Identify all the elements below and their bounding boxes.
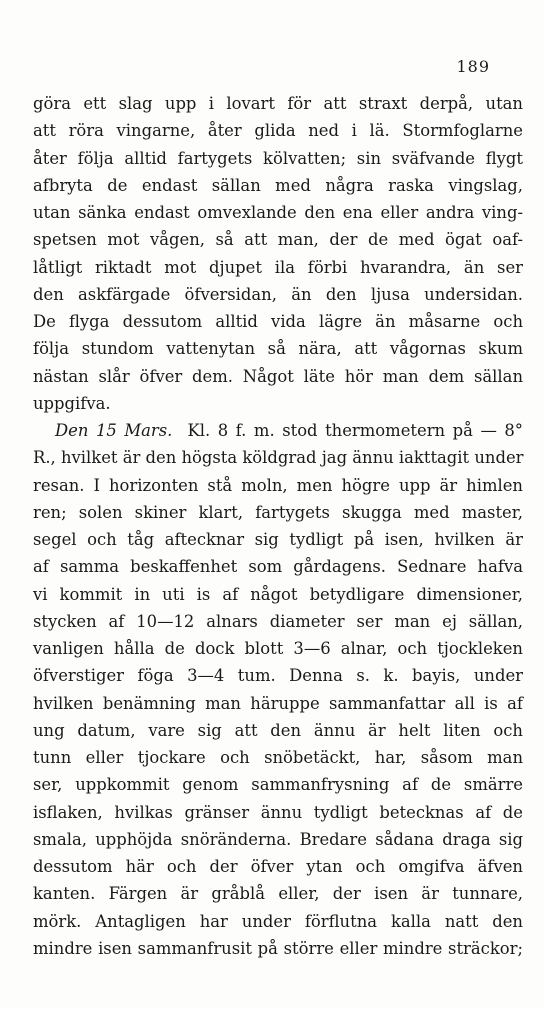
text-line: göra ett slag upp i lovart för att straxt derpå, utan	[33, 94, 523, 113]
text-line: hvilken benämning man häruppe sammanfattar all is af	[33, 693, 523, 713]
text-line: ser, uppkommit genom sammanfrysning af de smärre	[33, 775, 523, 795]
text-line: afbryta de endast sällan med några raska vingslag,	[33, 175, 523, 195]
text-line: den askfärgade öfversidan, än den ljusa undersidan.	[33, 284, 523, 304]
text-line: af samma beskaffenhet som gårdagens. Sednare hafva	[33, 557, 523, 577]
text-line: dessutom här och der öfver ytan och omgifva äfven	[33, 857, 523, 876]
text-line: mörk. Antagligen har under förflutna kalla natt den	[33, 911, 523, 931]
text-line-dated	[33, 417, 523, 444]
text-line: stycken af 10—12 alnars diameter ser man ej sällan,	[33, 611, 523, 631]
text-line: åter följa alltid fartygets kölvatten; sin sväfvande flygt	[33, 148, 523, 168]
date-heading: Den 15 Mars.	[55, 421, 173, 440]
text-line: smala, upphöjda snöränderna. Bredare sådana draga sig	[33, 829, 523, 849]
text-line: ung datum, vare sig att den ännu är helt liten och	[33, 720, 523, 740]
text-line: isflaken, hvilkas gränser ännu tydligt betecknas af de	[33, 802, 523, 822]
text-line: ren; solen skiner klart, fartygets skugga med master,	[33, 502, 523, 522]
text-line-content: Kl. 8 f. m. stod thermometern på — 8°	[187, 421, 524, 440]
text-line: resan. I horizonten stå moln, men högre upp är himlen	[33, 475, 523, 495]
text-line: De flyga dessutom alltid vida lägre än måsarne och	[33, 312, 523, 331]
text-line: vanligen hålla de dock blott 3—6 alnar, och tjockleken	[33, 639, 523, 658]
text-line: uppgifva.	[33, 393, 111, 413]
text-line: vi kommit in uti is af något betydligare dimensioner,	[33, 584, 523, 604]
text-line: öfverstiger föga 3—4 tum. Denna s. k. bayis, under	[33, 666, 523, 686]
text-line: att röra vingarne, åter glida ned i lä. Stormfoglarne	[33, 121, 523, 141]
text-line: tunn eller tjockare och snöbetäckt, har, såsom man	[33, 748, 523, 767]
page-number: 189	[456, 57, 490, 76]
text-line: nästan slår öfver dem. Något läte hör man dem sällan	[33, 366, 523, 386]
text-line: spetsen mot vågen, så att man, der de med ögat oaf-	[33, 230, 523, 250]
text-line: låtligt riktadt mot djupet ila förbi hvarandra, än ser	[33, 257, 523, 277]
text-line: kanten. Färgen är gråblå eller, der isen är tunnare,	[33, 884, 523, 904]
text-line: segel och tåg aftecknar sig tydligt på isen, hvilken är	[33, 530, 523, 549]
text-line: följa stundom vattenytan så nära, att vågornas skum	[33, 339, 523, 359]
text-line: mindre isen sammanfrusit på större eller mindre sträckor;	[33, 938, 523, 958]
text-line: R., hvilket är den högsta köldgrad jag ännu iakttagit under	[33, 448, 524, 468]
text-line: utan sänka endast omvexlande den ena eller andra ving-	[33, 203, 523, 222]
body-text	[33, 90, 523, 962]
